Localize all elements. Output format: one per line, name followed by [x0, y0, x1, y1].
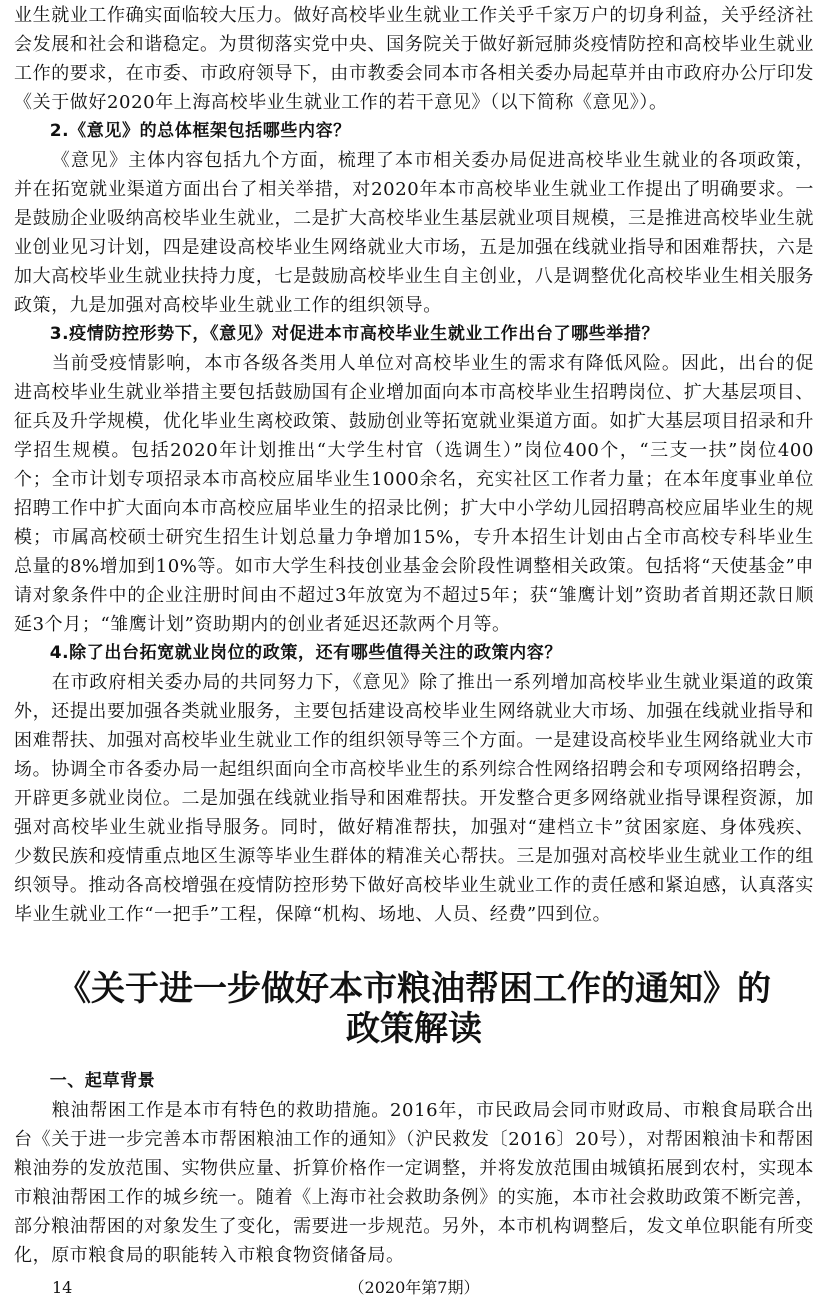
section-1-paragraph: 粮油帮困工作是本市有特色的救助措施。2016年，市民政局会同市财政局、市粮食局联合出台《关于进一步完善本市帮困粮油工作的通知》（沪民救发〔2016〕20号），对帮困粮油卡和帮困粮油券的发放范围、实物供应量、折算价格作一定调整，并将发放范围由城镇拓展到农村，实现本市粮油帮困工作的城乡统一。随着《上海市社会救助条例》的实施，本市社会救助政策不断完善，部分粮油帮困的对象发生了变化，需要进一步规范。另外，本市机构调整后，发文单位职能有所变化，原市粮食局的职能转入市粮食物资储备局。 [14, 1100, 814, 1266]
question-3-heading: 3.疫情防控形势下，《意见》对促进本市高校毕业生就业工作出台了哪些举措？ [49, 324, 660, 344]
answer-3-paragraph: 当前受疫情影响，本市各级各类用人单位对高校毕业生的需求有降低风险。因此，出台的促进高校毕业生就业举措主要包括鼓励国有企业增加面向本市高校毕业生招聘岗位、扩大基层项目、征兵及升学规模，优化毕业生离校政策、鼓励创业等拓宽就业渠道方面。如扩大基层项目招录和升学招生规模。包括2020年计划推出“大学生村官（选调生）”岗位400个，“三支一扶”岗位400个；全市计划专项招录本市高校应届毕业生1000余名，充实社区工作者力量；在本年度事业单位招聘工作中扩大面向本市高校应届毕业生的招录比例；扩大中小学幼儿园招聘高校应届毕业生的规模；市属高校硕士研究生招生计划总量力争增加15%，专升本招生计划由占全市高校专科毕业生总量的8%增加到10%等。如市大学生科技创业基金会阶段性调整相关政策。包括将“天使基金”申请对象条件中的企业注册时间由不超过3年放宽为不超过5年；获“雏鹰计划”资助者首期还款日顺延3个月；“雏鹰计划”资助期内的创业者延迟还款两个月等。 [14, 353, 814, 635]
page-number: 14 [52, 1278, 73, 1297]
question-4-heading: 4.除了出台拓宽就业岗位的政策，还有哪些值得关注的政策内容？ [49, 643, 562, 663]
page-footer [14, 1276, 814, 1300]
article-part2 [14, 1067, 814, 1270]
intro-paragraph: 业生就业工作确实面临较大压力。做好高校毕业生就业工作关乎千家万户的切身利益，关乎经济社会发展和社会和谐稳定。为贯彻落实党中央、国务院关于做好新冠肺炎疫情防控和高校毕业生就业工作的要求，在市委、市政府领导下，由市教委会同本市各相关委办局起草并由市政府办公厅印发《关于做好2020年上海高校毕业生就业工作的若干意见》（以下简称《意见》）。 [14, 5, 814, 113]
article-part1 [14, 1, 814, 929]
issue-label: （2020年第7期） [348, 1278, 480, 1297]
title-line-1: 《关于进一步做好本市粮油帮困工作的通知》的 [57, 969, 771, 1009]
answer-4-paragraph: 在市政府相关委办局的共同努力下，《意见》除了推出一系列增加高校毕业生就业渠道的政策外，还提出要加强各类就业服务，主要包括建设高校毕业生网络就业大市场、加强在线就业指导和困难帮扶、加强对高校毕业生就业工作的组织领导等三个方面。一是建设高校毕业生网络就业大市场。协调全市各委办局一起组织面向全市高校毕业生的系列综合性网络招聘会和专项网络招聘会，开辟更多就业岗位。二是加强在线就业指导和困难帮扶。开发整合更多网络就业指导课程资源，加强对高校毕业生就业指导服务。同时，做好精准帮扶，加强对“建档立卡”贫困家庭、身体残疾、少数民族和疫情重点地区生源等毕业生群体的精准关心帮扶。三是加强对高校毕业生就业工作的组织领导。推动各高校增强在疫情防控形势下做好高校毕业生就业工作的责任感和紧迫感，认真落实毕业生就业工作“一把手”工程，保障“机构、场地、人员、经费”四到位。 [14, 672, 814, 925]
article-title [14, 969, 814, 1049]
question-2-heading: 2.《意见》的总体框架包括哪些内容？ [49, 121, 351, 141]
section-1-heading: 一、起草背景 [49, 1071, 156, 1091]
answer-2-paragraph: 《意见》主体内容包括九个方面，梳理了本市相关委办局促进高校毕业生就业的各项政策，并在拓宽就业渠道方面出台了相关举措，对2020年本市高校毕业生就业工作提出了明确要求。一是鼓励企业吸纳高校毕业生就业，二是扩大高校毕业生基层就业项目规模，三是推进高校毕业生就业创业见习计划，四是建设高校毕业生网络就业大市场，五是加强在线就业指导和困难帮扶，六是加大高校毕业生就业扶持力度，七是鼓励高校毕业生自主创业，八是调整优化高校毕业生相关服务政策，九是加强对高校毕业生就业工作的组织领导。 [14, 150, 814, 316]
title-line-2: 政策解读 [346, 1009, 482, 1049]
